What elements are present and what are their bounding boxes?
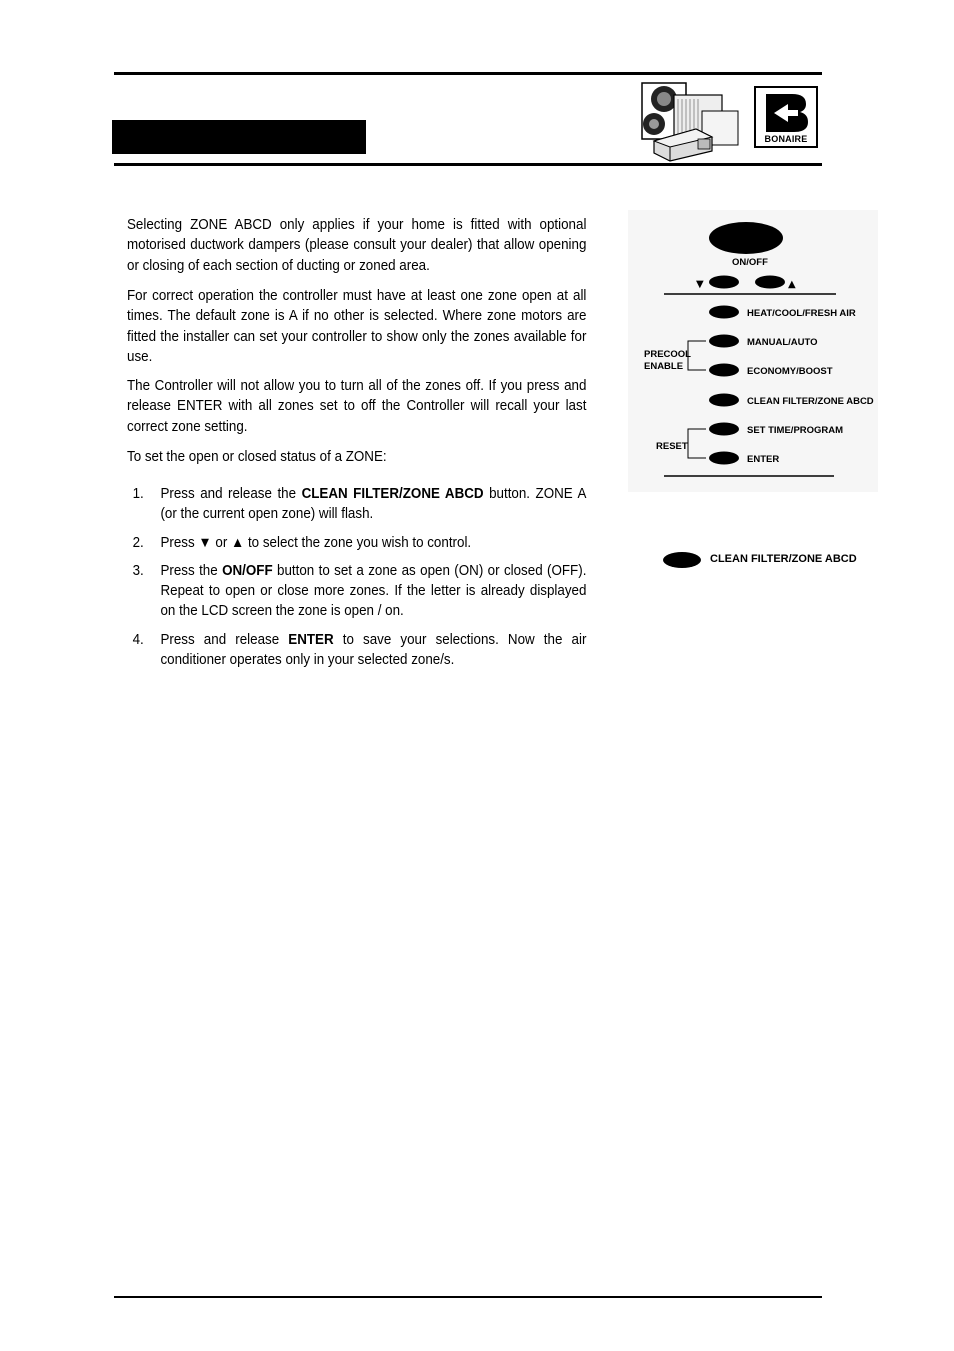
down-arrow-icon: ▼ <box>696 279 704 290</box>
air-conditioner-units-image <box>640 81 740 163</box>
down-button[interactable] <box>709 276 739 289</box>
precool-label-line1: PRECOOL <box>644 349 691 360</box>
clean-filter-zone-button[interactable] <box>709 394 739 407</box>
section-title-bar <box>112 120 366 154</box>
enter-button[interactable] <box>709 452 739 465</box>
enter-label: ENTER <box>747 454 780 465</box>
footer-rule <box>114 1296 822 1298</box>
bonaire-b-arrow-icon <box>762 92 810 134</box>
step-item: 4. Press and release ENTER to save your selections. Now the air conditioner operates only in your selected zone/s. <box>132 631 587 669</box>
manual-auto-button[interactable] <box>709 335 739 348</box>
logo-text: BONAIRE <box>764 134 808 144</box>
intro-paragraph-3: The Controller will not allow you to turn all of the zones off. If you press and release ENTER with all zones set to off the Controller will recall your last correct zone setting. <box>127 378 587 435</box>
up-button[interactable] <box>755 276 785 289</box>
clean-filter-zone-label: CLEAN FILTER/ZONE ABCD <box>747 396 874 407</box>
set-time-program-label: SET TIME/PROGRAM <box>747 425 844 436</box>
step-item: 1. Press and release the CLEAN FILTER/ZONE ABCD button. ZONE A (or the current open zone) will flash. <box>132 486 587 523</box>
header-bottom-rule <box>114 163 822 166</box>
heat-cool-fresh-air-label: HEAT/COOL/FRESH AIR <box>747 308 856 319</box>
reset-bracket <box>688 429 706 458</box>
on-off-button[interactable] <box>709 222 783 254</box>
clean-filter-zone-callout-label: CLEAN FILTER/ZONE ABCD <box>710 553 857 565</box>
steps-list <box>127 484 586 678</box>
controller-panel-diagram <box>628 210 878 492</box>
step-item: 2. Press ▼ or ▲ to select the zone you wish to control. <box>132 534 472 551</box>
intro-paragraph-4: To set the open or closed status of a ZONE: <box>127 449 387 465</box>
step-item: 3. Press the ON/OFF button to set a zone as open (ON) or closed (OFF). Repeat to open or close more zones. If the letter is already displayed on the LCD screen the zone is open / on. <box>132 562 587 620</box>
reset-label: RESET <box>656 441 688 452</box>
header-top-rule <box>114 72 822 75</box>
up-arrow-icon: ▲ <box>788 279 796 290</box>
economy-boost-label: ECONOMY/BOOST <box>747 366 833 377</box>
economy-boost-button[interactable] <box>709 364 739 377</box>
heat-cool-fresh-air-button[interactable] <box>709 306 739 319</box>
precool-label-line2: ENABLE <box>644 361 684 372</box>
clean-filter-zone-callout-button <box>663 552 701 568</box>
manual-auto-label: MANUAL/AUTO <box>747 337 818 348</box>
intro-paragraph-1: Selecting ZONE ABCD only applies if your home is fitted with optional motorised ductwork dampers (please consult your dealer) that allow opening or closing of each section of ducting or zoned area. <box>127 217 587 274</box>
intro-paragraph-2: For correct operation the controller must have at least one zone open at all times. The default zone is A if no other is selected. Where zone motors are fitted the installer can set your controller to show only the zones available for use. <box>127 288 587 365</box>
set-time-program-button[interactable] <box>709 423 739 436</box>
on-off-label: ON/OFF <box>732 257 768 268</box>
bonaire-logo <box>754 86 818 148</box>
